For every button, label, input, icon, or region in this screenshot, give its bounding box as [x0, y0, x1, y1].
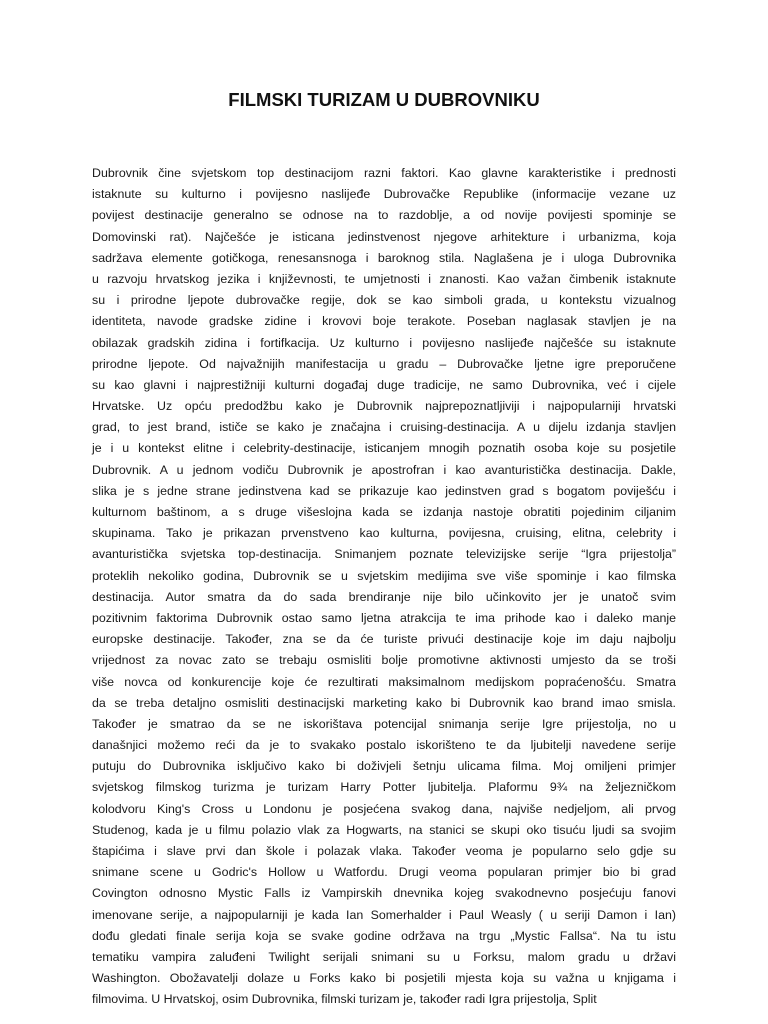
body-line: prirodne ljepote. Od najvažnijih manifestacija u gradu – Dubrovačke ljetne igre preporučene	[92, 356, 676, 371]
document-body	[92, 163, 676, 1011]
body-line: vrijednost za novac zato se trebaju osmisliti bolje promotivne aktivnosti umjesto da se troši	[92, 653, 676, 668]
body-line: skupinama. Tako je prikazan prvenstveno kao kulturna, povijesna, cruising, elitna, celebrity i	[92, 526, 676, 541]
body-line: kulturnom baštinom, a s druge višeslojna kada se izdanja nastoje obratiti pojedinim ciljanim	[92, 505, 676, 519]
body-line: grad, to jest brand, ističe se kako je značajna i cruising-destinacija. A u dijelu izdanja stavljen	[92, 420, 676, 435]
body-line: Washington. Obožavatelji dolaze u Forks kako bi posjetili mjesta koja su važna u knjigama i	[92, 971, 676, 986]
body-line: u razvoju hrvatskog jezika i književnosti, te umjetnosti i znanosti. Kao važan čimbenik istaknute	[92, 271, 676, 286]
body-line: europske destinacije. Također, zna se da će turiste privući destinacije koje im daju najbolju	[92, 632, 676, 647]
body-line: više novca od konkurencije koje će rezultirati maksimalnom medijskom popraćenošću. Smatra	[92, 674, 676, 689]
document-title: FILMSKI TURIZAM U DUBROVNIKU	[228, 89, 540, 110]
body-line: slika je s jedne strane jedinstvena kad se prikazuje kao jedinstven grad s bogatom poviješću i	[92, 483, 676, 498]
body-line: su i prirodne ljepote dubrovačke regije, dok se kao simboli grada, u kontekstu vizualnog	[92, 293, 676, 308]
body-line: povijest destinacije generalno se odnose na to razdoblje, a od novije povijesti spominje se	[92, 208, 676, 223]
body-line: Dubrovnik čine svjetskom top destinacijom razni faktori. Kao glavne karakteristike i prednosti	[92, 166, 676, 180]
body-line: tematiku vampira zaluđeni Twilight serijali snimani su u Forksu, malom gradu u državi	[92, 949, 676, 964]
body-line: avanturistička svjetska top-destinacija. Snimanjem poznate televizijske serije “Igra prijestolja”	[92, 547, 676, 562]
body-line: snimane scene u Godric's Hollow u Watfordu. Drugi veoma popularan primjer bio bi grad	[92, 865, 676, 880]
body-line: štapićima i slave prvi dan škole i polazak vlaka. Također veoma je popularno selo gdje su	[92, 844, 676, 858]
body-line: Hrvatske. Uz opću predodžbu kako je Dubrovnik najprepoznatljiviji i najpopularniji hrvatski	[92, 399, 676, 414]
body-line: kolodvoru King's Cross u Londonu je posjećena svakog dana, najviše nedjeljom, ali prvog	[92, 801, 676, 816]
body-line: dođu gledati finale serija koja se svake godine održava na trgu „Mystic Fallsa“. Na tu istu	[92, 928, 676, 943]
body-line: Covington odnosno Mystic Falls iz Vampirskih dnevnika kojeg svakodnevno posjećuju fanovi	[92, 886, 676, 901]
body-line: pozitivnim faktorima Dubrovnik ostao samo ljetna atrakcija te ima prihode kao i daleko manje	[92, 610, 676, 625]
body-line: Dubrovnik. A u jednom vodiču Dubrovnik je apostrofran i kao avanturistička destinacija. Dakle,	[92, 462, 676, 477]
body-line: putuju do Dubrovnika isključivo kako bi doživjeli šetnju ulicama filma. Moj omiljeni primjer	[92, 759, 676, 774]
body-line: su kao glavni i najprestižniji kulturni događaj duge tradicije, ne samo Dubrovnika, već i cijele	[92, 377, 676, 392]
body-line: imenovane serije, a najpopularniji je kada Ian Somerhalder i Paul Weasly ( u seriji Damon i Ian)	[92, 907, 676, 922]
body-line: da se treba detaljno osmisliti destinacijski marketing kako bi Dubrovnik kao brand imao smisla.	[92, 695, 676, 710]
body-line: Studenog, kada je u filmu polazio vlak za Hogwarts, na stanici se skupi oko tisuću ljudi sa svojim	[92, 822, 676, 837]
body-line: istaknute su kulturno i povijesno naslijeđe Dubrovačke Republike (informacije vezane uz	[92, 187, 676, 202]
body-line: identiteta, navode gradske zidine i krovovi boje terakote. Poseban naglasak stavljen je na	[92, 314, 676, 329]
body-line: Također je smatrao da se ne iskorištava potencijal snimanja serije Igre prijestolja, no u	[92, 716, 676, 731]
body-line: obilazak gradskih zidina i fortifkacija. Uz kulturno i povijesno naslijeđe najčešće su istaknute	[92, 335, 676, 350]
body-line: Domovinski rat). Najčešće je isticana jedinstvenost njegove arhitekture i urbanizma, koja	[92, 229, 676, 244]
body-line: proteklih nekoliko godina, Dubrovnik se u svjetskim medijima sve više spominje i kao filmska	[92, 568, 676, 583]
body-line: destinacija. Autor smatra da do sada brendiranje nije bilo učinkovito jer je unatoč svim	[92, 589, 676, 604]
body-line: svjetskog filmskog turizma je turizam Harry Potter ljubitelja. Plaformu 9¾ na željezničkom	[92, 780, 676, 795]
body-line: sadržava elemente gotičkoga, renesansnoga i baroknog stila. Naglašena je i uloga Dubrovnika	[92, 250, 676, 265]
body-line: filmovima. U Hrvatskoj, osim Dubrovnika, filmski turizam je, također radi Igra prijestolja, Split	[92, 992, 597, 1007]
body-line: današnjici možemo reći da je to svakako postalo iskorišteno te da ljubitelji navedene serije	[92, 738, 676, 753]
body-line: je i u kontekst elitne i celebrity-destinacije, isticanjem mnogih poznatih osoba koje su posjetile	[92, 441, 676, 456]
